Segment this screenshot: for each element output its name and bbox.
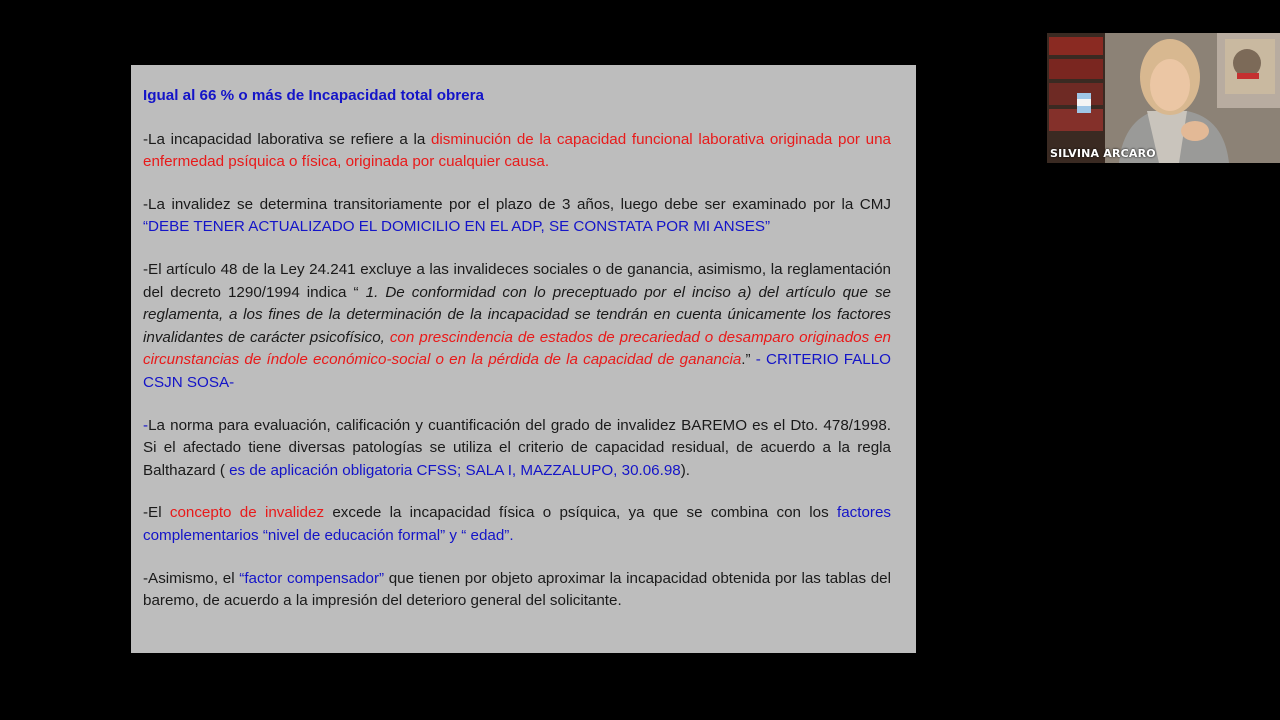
paragraph-baremo: -La norma para evaluación, calificación y cuantificación del grado de invalidez BAREMO es el Dto. 478/1998. Si el afectado tiene diversas patologías se utiliza el criterio de capacidad residual, de acuerdo a la regla Balthazard ( es de aplicación obligatoria CFSS; SALA I, MAZZALUPO, 30.06.98). xyxy=(143,416,891,479)
slide-title: Igual al 66 % o más de Incapacidad total obrera xyxy=(143,87,484,104)
presentation-slide xyxy=(131,65,916,653)
paragraph-articulo-48: -El artículo 48 de la Ley 24.241 excluye a las invalideces sociales o de ganancia, asimismo, la reglamentación del decreto 1290/1994 indica “ 1. De conformidad con lo preceptuado por el inciso a) del artículo que se reglamenta, a los fines de la determinación de la incapacidad se tendrán en cuenta únicamente los factores invalidantes de carácter psicofísico, con prescindencia de estados de precariedad o desamparo originados en circunstancias de índole económico-social o en la pérdida de la capacidad de ganancia.” - CRITERIO FALLO CSJN SOSA- xyxy=(143,260,892,391)
paragraph-factor-compensador: -Asimismo, el “factor compensador” que tienen por objeto aproximar la incapacidad obtenida por las tablas del baremo, de acuerdo a la impresión del deterioro general del solicitante. xyxy=(143,569,891,610)
participant-video-feed xyxy=(1047,33,1280,163)
participant-video-tile[interactable] xyxy=(1047,33,1280,163)
paragraph-invalidez: -La invalidez se determina transitoriamente por el plazo de 3 años, luego debe ser examinado por la CMJ “DEBE TENER ACTUALIZADO EL DOMICILIO EN EL ADP, SE CONSTATA POR MI ANSES” xyxy=(143,195,891,236)
paragraph-concepto-invalidez: -El concepto de invalidez excede la incapacidad física o psíquica, ya que se combina con los factores complementarios “nivel de educación formal” y “ edad”. xyxy=(143,504,891,544)
paragraph-incapacidad: -La incapacidad laborativa se refiere a la disminución de la capacidad funcional laborativa originada por una enfermedad psíquica o física, originada por cualquier causa. xyxy=(143,130,891,171)
participant-name-label: SILVINA ARCARO xyxy=(1050,147,1156,160)
